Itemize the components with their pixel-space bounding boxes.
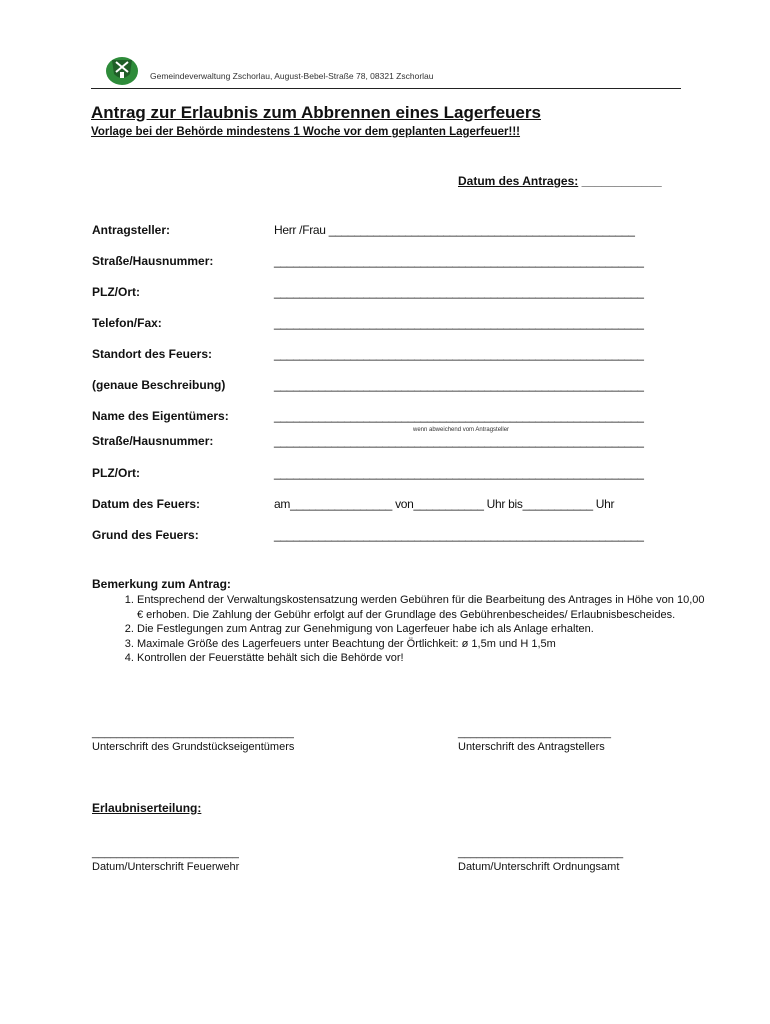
owner-name-line: __________________________________________________________ — [274, 409, 644, 423]
owner-signature-line: _________________________________ — [92, 727, 294, 739]
remarks-title: Bemerkung zum Antrag: — [92, 577, 231, 591]
remark-item: 4. Kontrollen der Feuerstätte behält sich die Behörde vor! — [137, 651, 707, 666]
remarks-list — [92, 593, 707, 666]
phone-fax-label: Telefon/Fax: — [92, 316, 162, 330]
owner-zip-city-label: PLZ/Ort: — [92, 466, 140, 480]
document-subtitle: Vorlage bei der Behörde mindestens 1 Woche vor dem geplanten Lagerfeuer!!! — [91, 126, 521, 138]
application-date-blank: ____________ — [581, 174, 662, 188]
fire-location-line: __________________________________________________________ — [274, 347, 644, 361]
zip-city-label: PLZ/Ort: — [92, 285, 140, 299]
document-title: Antrag zur Erlaubnis zum Abbrennen eines Lagerfeuers — [91, 103, 541, 122]
remark-item: 3. Maximale Größe des Lagerfeuers unter Beachtung der Örtlichkeit: ø 1,5m und H 1,5m — [137, 637, 707, 652]
office-signature-line: ___________________________ — [458, 847, 624, 859]
owner-note: wenn abweichend vom Antragsteller — [413, 427, 510, 433]
applicant-signature-line: _________________________ — [458, 727, 611, 739]
fire-reason-line: __________________________________________________________ — [274, 528, 644, 542]
fire-location-label: Standort des Feuers: — [92, 347, 213, 361]
header-divider — [91, 88, 681, 89]
owner-street-line: __________________________________________________________ — [274, 434, 644, 448]
municipality-logo — [105, 54, 139, 86]
owner-zip-city-line: __________________________________________________________ — [274, 466, 644, 480]
coat-of-arms-icon — [105, 54, 139, 86]
owner-signature-label: Unterschrift des Grundstückseigentümers — [92, 741, 295, 753]
exact-description-label: (genaue Beschreibung) — [92, 378, 226, 392]
fire-reason-label: Grund des Feuers: — [92, 528, 199, 542]
fire-date-line: am________________ von___________ Uhr bis___________ Uhr — [274, 497, 615, 511]
application-date-label: Datum des Antrages: — [458, 174, 579, 188]
fire-dept-signature-label: Datum/Unterschrift Feuerwehr — [92, 861, 240, 873]
applicant-label: Antragsteller: — [92, 223, 171, 237]
street-line: __________________________________________________________ — [274, 254, 644, 268]
phone-fax-line: __________________________________________________________ — [274, 316, 644, 330]
zip-city-line: __________________________________________________________ — [274, 285, 644, 299]
application-date-field — [458, 174, 662, 188]
owner-name-label: Name des Eigentümers: — [92, 409, 229, 423]
fire-date-label: Datum des Feuers: — [92, 497, 201, 511]
applicant-signature-label: Unterschrift des Antragstellers — [458, 741, 605, 753]
header-address: Gemeindeverwaltung Zschorlau, August-Bebel-Straße 78, 08321 Zschorlau — [150, 71, 434, 81]
remark-item: 1. Entsprechend der Verwaltungskostensatzung werden Gebühren für die Bearbeitung des Antrages in Höhe von 10,00 € erhoben. Die Zahlung der Gebühr erfolgt auf der Grundlage des Gebührenbescheides/ Erlaubnisbescheides. — [137, 593, 707, 622]
street-label: Straße/Hausnummer: — [92, 254, 214, 268]
permission-title: Erlaubniserteilung: — [92, 801, 202, 815]
remark-item: 2. Die Festlegungen zum Antrag zur Genehmigung von Lagerfeuer habe ich als Anlage erhalten. — [137, 622, 707, 637]
fire-dept-signature-line: ________________________ — [92, 847, 239, 859]
owner-street-label: Straße/Hausnummer: — [92, 434, 214, 448]
applicant-line: Herr /Frau ________________________________________________ — [274, 223, 635, 237]
exact-description-line: __________________________________________________________ — [274, 378, 644, 392]
office-signature-label: Datum/Unterschrift Ordnungsamt — [458, 861, 620, 873]
